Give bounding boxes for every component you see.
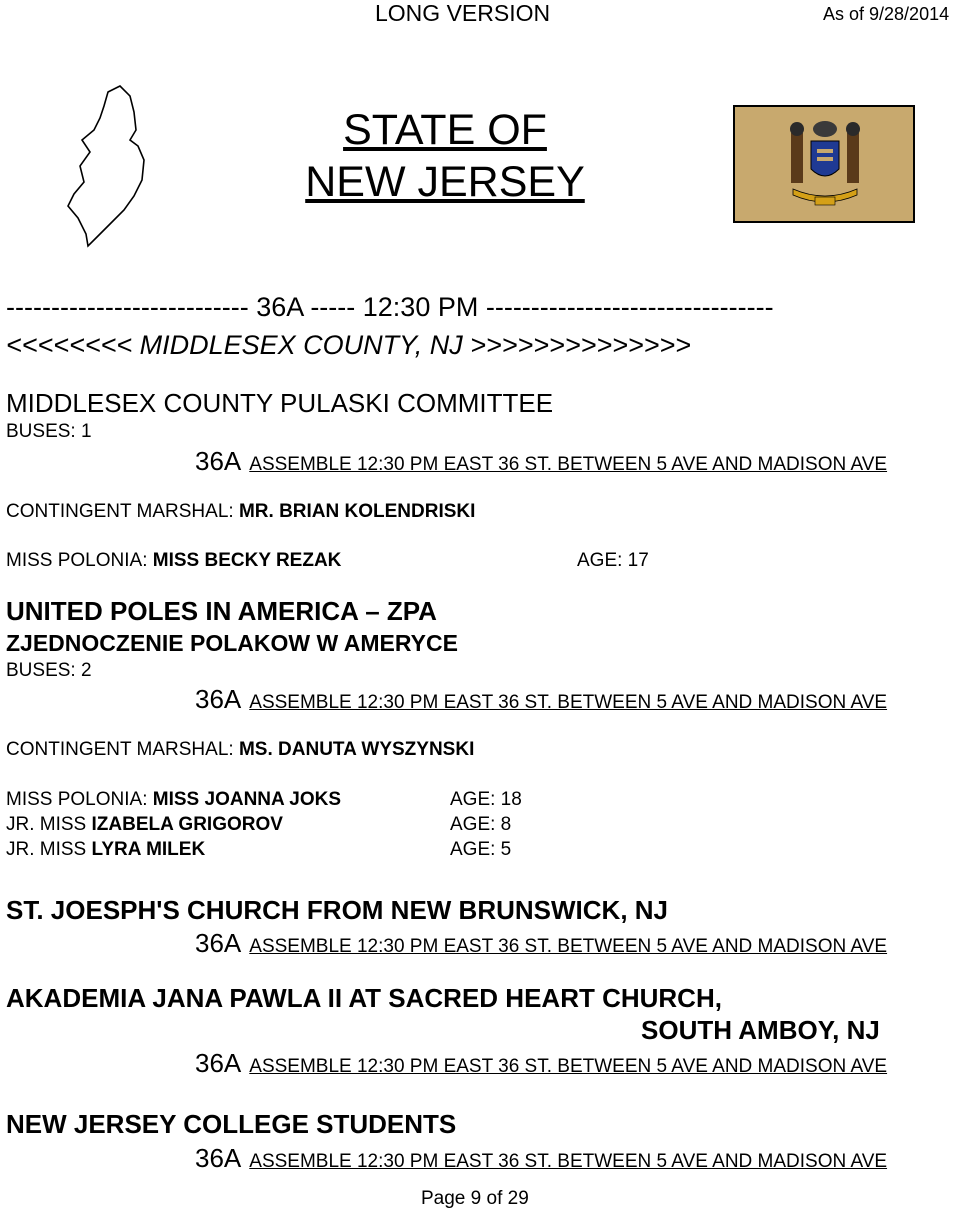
group-zpa-subname: ZJEDNOCZENIE POLAKOW W AMERYCE [6, 630, 458, 656]
assemble-code: 36A [195, 1048, 242, 1078]
header-date: As of 9/28/2014 [823, 4, 950, 24]
assemble-line [195, 684, 887, 715]
assemble-text: ASSEMBLE 12:30 PM EAST 36 ST. BETWEEN 5 AVE AND MADISON AVE [249, 1151, 888, 1172]
state-title-line1: STATE OF [343, 106, 547, 154]
person-label: JR. MISS [6, 814, 87, 835]
assemble-line [195, 1143, 887, 1174]
group-zpa-marshal [6, 739, 474, 761]
assemble-code: 36A [195, 446, 242, 476]
marshal-name: MR. BRIAN KOLENDRISKI [238, 501, 476, 522]
state-title-line2: NEW JERSEY [305, 158, 585, 206]
person-row [6, 789, 341, 811]
group-zpa-name: UNITED POLES IN AMERICA – ZPA [6, 596, 437, 626]
assemble-line [195, 928, 887, 959]
person-row [6, 839, 205, 861]
new-jersey-flag-icon [733, 105, 915, 223]
person-age: AGE: 5 [450, 839, 512, 860]
assemble-code: 36A [195, 684, 242, 714]
person-age: AGE: 8 [450, 814, 512, 835]
group-akademia-name-line1: AKADEMIA JANA PAWLA II AT SACRED HEART CHURCH, [6, 983, 722, 1013]
person-name: LYRA MILEK [91, 839, 206, 860]
group-college-students-name: NEW JERSEY COLLEGE STUDENTS [6, 1109, 457, 1139]
assemble-text: ASSEMBLE 12:30 PM EAST 36 ST. BETWEEN 5 AVE AND MADISON AVE [249, 692, 888, 713]
assemble-code: 36A [195, 928, 242, 958]
county-heading: <<<<<<<< MIDDLESEX COUNTY, NJ >>>>>>>>>>>>>> [6, 330, 691, 360]
marshal-label: CONTINGENT MARSHAL: [6, 501, 234, 522]
group-st-joseph-name: ST. JOESPH'S CHURCH FROM NEW BRUNSWICK, NJ [6, 895, 668, 925]
person-label: JR. MISS [6, 839, 87, 860]
group-middlesex-name: MIDDLESEX COUNTY PULASKI COMMITTEE [6, 388, 554, 418]
person-age: AGE: 18 [450, 789, 522, 810]
assemble-code: 36A [195, 1143, 242, 1173]
person-name: MISS JOANNA JOKS [152, 789, 342, 810]
miss-label: MISS POLONIA: [6, 550, 148, 571]
group-middlesex-miss [6, 550, 341, 572]
miss-age: AGE: 17 [577, 550, 649, 571]
person-name: IZABELA GRIGOROV [91, 814, 283, 835]
group-akademia-name-line2: SOUTH AMBOY, NJ [641, 1015, 880, 1045]
person-row [6, 814, 283, 836]
group-middlesex-marshal [6, 501, 475, 523]
assemble-text: ASSEMBLE 12:30 PM EAST 36 ST. BETWEEN 5 AVE AND MADISON AVE [249, 936, 888, 957]
header-left-label: LONG VERSION [375, 0, 551, 26]
new-jersey-outline-icon [64, 84, 148, 248]
person-label: MISS POLONIA: [6, 789, 148, 810]
time-divider: --------------------------- 36A ----- 12:30 PM -------------------------------- [6, 292, 774, 322]
marshal-label: CONTINGENT MARSHAL: [6, 739, 234, 760]
group-middlesex-buses: BUSES: 1 [6, 421, 92, 442]
miss-name: MISS BECKY REZAK [152, 550, 342, 571]
marshal-name: MS. DANUTA WYSZYNSKI [238, 739, 475, 760]
assemble-text: ASSEMBLE 12:30 PM EAST 36 ST. BETWEEN 5 AVE AND MADISON AVE [249, 454, 888, 475]
assemble-line [195, 446, 887, 477]
group-zpa-buses: BUSES: 2 [6, 660, 92, 681]
state-title [290, 104, 600, 208]
assemble-text: ASSEMBLE 12:30 PM EAST 36 ST. BETWEEN 5 AVE AND MADISON AVE [249, 1056, 888, 1077]
page-number: Page 9 of 29 [421, 1188, 529, 1209]
assemble-line [195, 1048, 887, 1079]
